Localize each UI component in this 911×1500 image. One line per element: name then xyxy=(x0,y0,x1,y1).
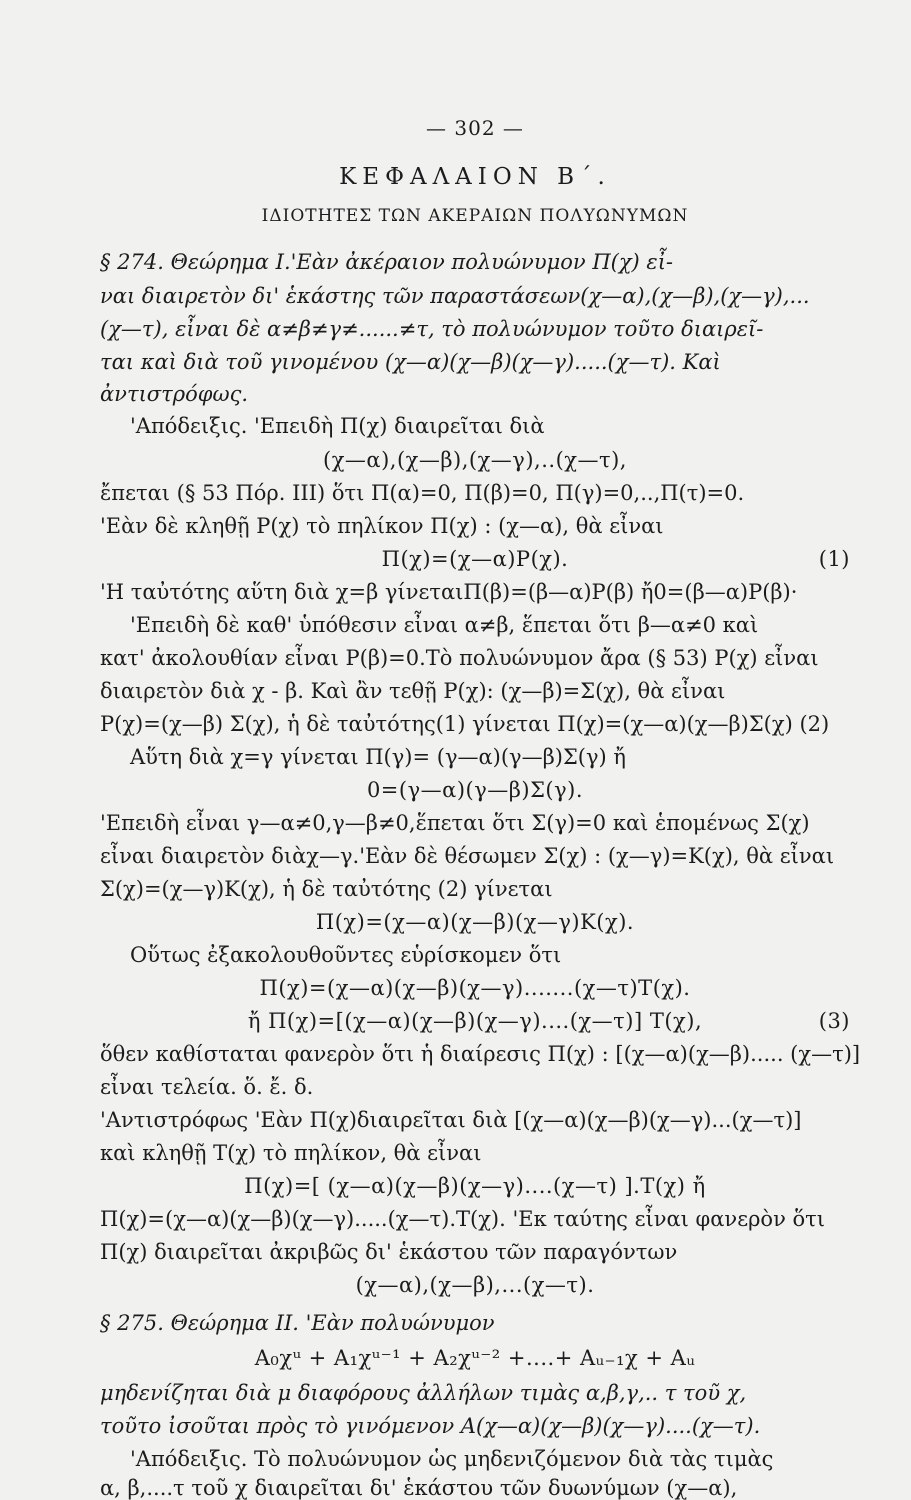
chapter-subtitle: ΙΔΙΟΤΗΤΕΣ ΤΩΝ ΑΚΕΡΑΙΩΝ ΠΟΛΥΩΝΥΜΩΝ xyxy=(261,206,689,226)
theorem-1-heading: § 274. Θεώρημα Ι.'Εὰν ἀκέραιον πολυώνυμον Π(χ) εἶ- xyxy=(100,250,674,274)
text-line: ἀντιστρόφως. xyxy=(100,382,249,406)
polynomial-equation: Α₀χᵘ + Α₁χᵘ⁻¹ + Α₂χᵘ⁻² +....+ Αᵤ₋₁χ + Αᵤ xyxy=(254,1346,696,1370)
text-line: 'Επειδὴ δὲ καθ' ὑπόθεσιν εἶναι α≠β, ἕπεται ὅτι β—α≠0 καὶ xyxy=(130,613,759,637)
text-line: 'Επειδὴ εἶναι γ—α≠0,γ—β≠0,ἕπεται ὅτι Σ(γ)=0 καὶ ἑπομένως Σ(χ) xyxy=(100,811,810,835)
text-line: εἶναι διαιρετὸν διὰχ—γ.'Εὰν δὲ θέσωμεν Σ(χ) : (χ—γ)=Κ(χ), θὰ εἶναι xyxy=(100,844,835,868)
equation-line xyxy=(100,549,850,570)
text-line: Ρ(χ)=(χ—β) Σ(χ), ἡ δὲ ταὐτότης(1) γίνεται Π(χ)=(χ—α)(χ—β)Σ(χ) (2) xyxy=(100,712,830,736)
equation-line: (χ—α),(χ—β),(χ—γ),..(χ—τ), xyxy=(323,448,627,472)
equation-text: Π(χ)=(χ—α)Ρ(χ). xyxy=(381,547,569,571)
text-line: τοῦτο ἰσοῦται πρὸς τὸ γινόμενον Α(χ—α)(χ—β)(χ—γ)....(χ—τ). xyxy=(100,1414,761,1438)
page-number: — 302 — xyxy=(426,116,524,140)
equation-line xyxy=(100,1011,850,1032)
text-line: ται καὶ διὰ τοῦ γινομένου (χ—α)(χ—β)(χ—γ).....(χ—τ). Καὶ xyxy=(100,350,721,374)
text-line: α, β,....τ τοῦ χ διαιρεῖται δι' ἑκάστου τῶν δυωνύμων (χ—α), xyxy=(100,1476,738,1500)
text-line: ὅθεν καθίσταται φανερὸν ὅτι ἡ διαίρεσις Π(χ) : [(χ—α)(χ—β)..... (χ—τ)] xyxy=(100,1042,861,1066)
converse-heading: 'Αντιστρόφως 'Εὰν Π(χ)διαιρεῖται διὰ [(χ—α)(χ—β)(χ—γ)...(χ—τ)] xyxy=(100,1108,802,1132)
equation-number: (3) xyxy=(818,1009,850,1033)
text-line: μηδενίζηται διὰ μ διαφόρους ἀλλήλων τιμὰς α,β,γ,.. τ τοῦ χ, xyxy=(100,1381,747,1405)
text-line: ἔπεται (§ 53 Πόρ. ΙΙΙ) ὅτι Π(α)=0, Π(β)=0, Π(γ)=0,..,Π(τ)=0. xyxy=(100,481,745,505)
proof-heading: 'Απόδειξις. Τὸ πολυώνυμον ὡς μηδενιζόμενον διὰ τὰς τιμὰς xyxy=(130,1447,774,1471)
equation-line: (χ—α),(χ—β),...(χ—τ). xyxy=(355,1273,595,1297)
text-line: 'Η ταὐτότης αὕτη διὰ χ=β γίνεταιΠ(β)=(β—α)Ρ(β) ἤ0=(β—α)Ρ(β)· xyxy=(100,580,798,604)
text-line: διαιρετὸν διὰ χ - β. Καὶ ἂν τεθῇ Ρ(χ): (χ—β)=Σ(χ), θὰ εἶναι xyxy=(100,679,726,703)
proof-heading: 'Απόδειξις. 'Επειδὴ Π(χ) διαιρεῖται διὰ xyxy=(130,414,545,438)
text-line: Οὕτως ἐξακολουθοῦντες εὑρίσκομεν ὅτι xyxy=(130,943,562,967)
text-line: εἶναι τελεία. ὅ. ἔ. δ. xyxy=(100,1075,314,1099)
text-line: (χ—τ), εἶναι δὲ α≠β≠γ≠......≠τ, τὸ πολυώνυμον τοῦτο διαιρεῖ- xyxy=(100,317,764,341)
chapter-title: ΚΕΦΑΛΑΙΟΝ Β΄. xyxy=(339,164,611,190)
equation-text: ἤ Π(χ)=[(χ—α)(χ—β)(χ—γ)....(χ—τ)] Τ(χ), xyxy=(247,1009,703,1033)
text-line: κατ' ἀκολουθίαν εἶναι Ρ(β)=0.Τὸ πολυώνυμον ἄρα (§ 53) Ρ(χ) εἶναι xyxy=(100,646,819,670)
text-line: Π(χ)=(χ—α)(χ—β)(χ—γ).....(χ—τ).Τ(χ). 'Εκ ταύτης εἶναι φανερὸν ὅτι xyxy=(100,1207,826,1231)
text-line: 'Εὰν δὲ κληθῇ Ρ(χ) τὸ πηλίκον Π(χ) : (χ—α), θὰ εἶναι xyxy=(100,514,664,538)
equation-line: Π(χ)=(χ—α)(χ—β)(χ—γ)Κ(χ). xyxy=(315,910,635,934)
text-line: Σ(χ)=(χ—γ)Κ(χ), ἡ δὲ ταὐτότης (2) γίνεται xyxy=(100,877,553,901)
equation-number: (1) xyxy=(818,547,850,571)
equation-line: Π(χ)=(χ—α)(χ—β)(χ—γ).......(χ—τ)Τ(χ). xyxy=(259,976,691,1000)
equation-line: Π(χ)=[ (χ—α)(χ—β)(χ—γ)....(χ—τ) ].Τ(χ) ἤ xyxy=(244,1174,706,1198)
text-line: Π(χ) διαιρεῖται ἀκριβῶς δι' ἑκάστου τῶν παραγόντων xyxy=(100,1240,678,1264)
text-line: ναι διαιρετὸν δι' ἑκάστης τῶν παραστάσεων(χ—α),(χ—β),(χ—γ),... xyxy=(100,284,810,308)
text-line: Αὕτη διὰ χ=γ γίνεται Π(γ)= (γ—α)(γ—β)Σ(γ) ἤ xyxy=(130,745,626,769)
equation-line: 0=(γ—α)(γ—β)Σ(γ). xyxy=(366,778,584,802)
theorem-2-heading: § 275. Θεώρημα ΙΙ. 'Εὰν πολυώνυμον xyxy=(100,1311,495,1335)
text-line: καὶ κληθῇ Τ(χ) τὸ πηλίκον, θὰ εἶναι xyxy=(100,1141,482,1165)
